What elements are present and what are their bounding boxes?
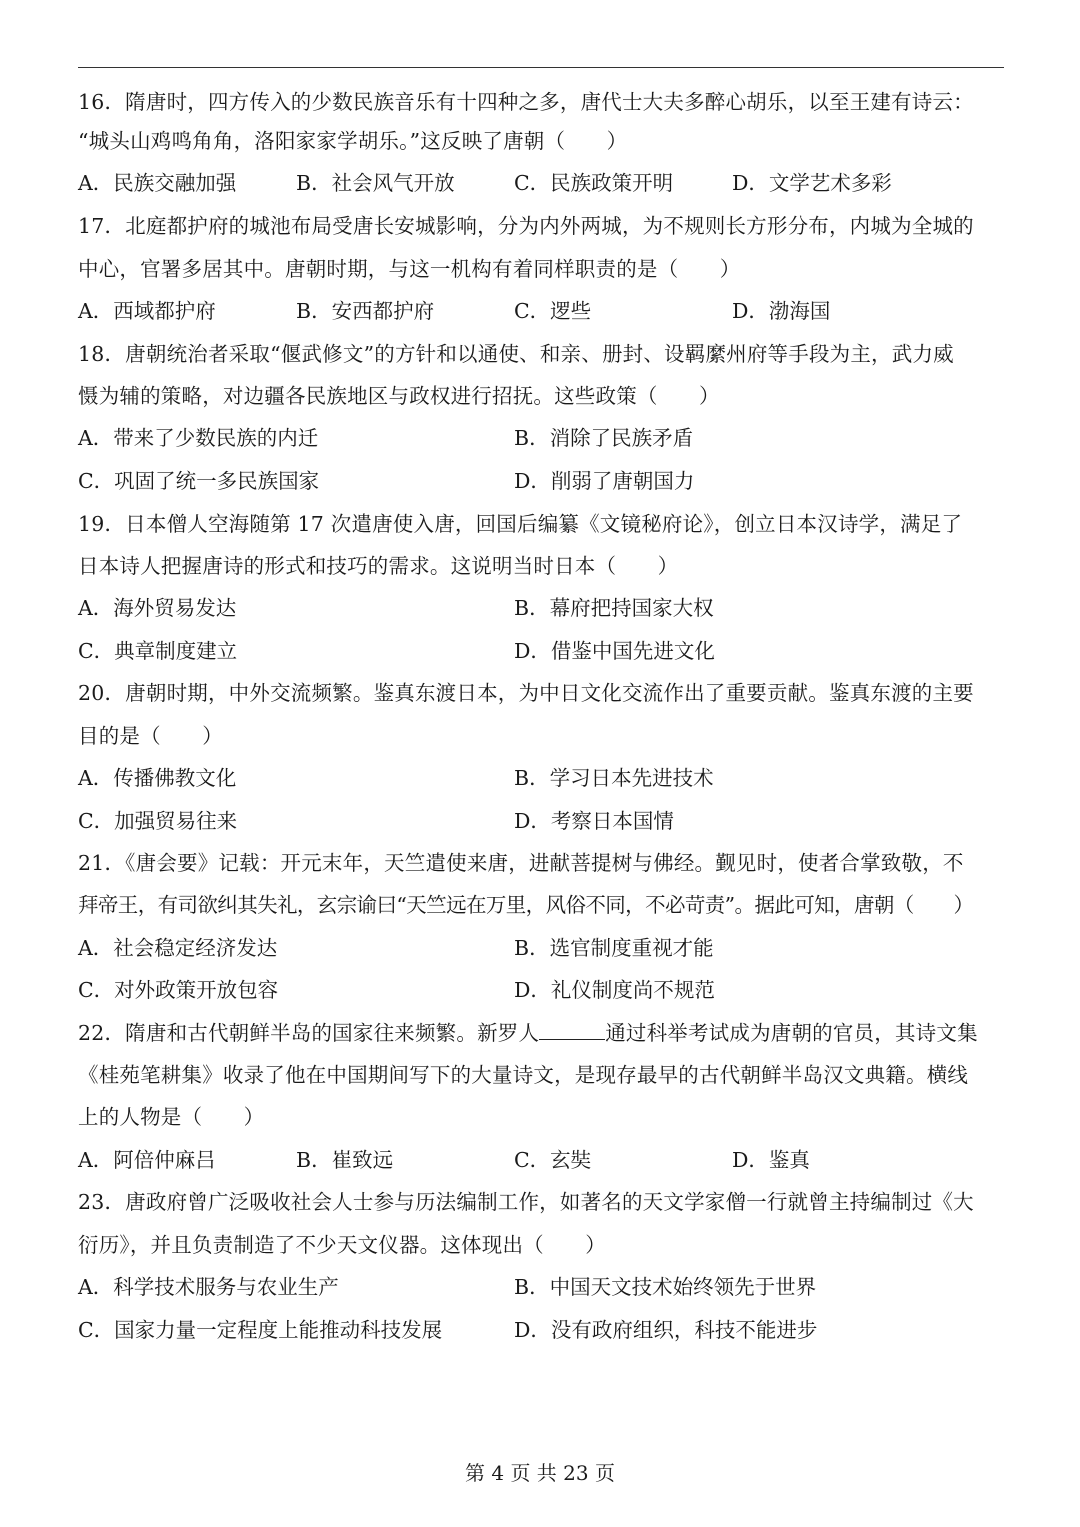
q19-option-d: D．借鉴中国先进文化 [514,639,715,663]
q23-option-d: D．没有政府组织，科技不能进步 [514,1318,818,1342]
q20-option-b: B．学习日本先进技术 [514,766,714,790]
q23-option-b: B．中国天文技术始终领先于世界 [514,1275,817,1299]
q21-option-a: A．社会稳定经济发达 [78,936,278,960]
q17-option-a: A．西域都护府 [78,299,216,323]
q23-option-a: A．科学技术服务与农业生产 [78,1275,339,1299]
q22-option-a: A．阿倍仲麻吕 [78,1148,216,1172]
q18-option-c: C．巩固了统一多民族国家 [78,469,320,493]
q17-stem-line2: 中心，官署多居其中。唐朝时期，与这一机构有着同样职责的是（ ） [78,257,741,281]
q20-option-d: D．考察日本国情 [514,809,674,833]
q22-option-c: C．玄奘 [514,1148,592,1172]
q16-stem-line2: “城头山鸡鸣角角，洛阳家家学胡乐。”这反映了唐朝（ ） [78,129,628,153]
q21-option-c: C．对外政策开放包容 [78,978,279,1002]
q22-stem-line2: 《桂苑笔耕集》收录了他在中国期间写下的大量诗文，是现存最早的古代朝鲜半岛汉文典籍。横线 [78,1063,969,1087]
q16-option-d: D．文学艺术多彩 [732,171,892,195]
q22-answer-blank [539,1019,605,1040]
q22-stem-line1 [78,1018,978,1048]
q23-stem-line2: 衍历》，并且负责制造了不少天文仪器。这体现出（ ） [78,1233,606,1257]
q22-stem-line1-after-blank: 通过科举考试成为唐朝的官员，其诗文集 [605,1021,978,1045]
q21-stem-line1: 21．《唐会要》记载：开元末年，天竺遣使来唐，进献菩提树与佛经。觐见时，使者合掌致敬，不 [78,851,964,875]
q18-option-b: B．消除了民族矛盾 [514,426,694,450]
q17-option-d: D．渤海国 [732,299,831,323]
q20-option-c: C．加强贸易往来 [78,809,238,833]
q22-option-b: B．崔致远 [296,1148,394,1172]
q21-option-d: D．礼仪制度尚不规范 [514,978,715,1002]
q18-stem-line2: 慑为辅的策略，对边疆各民族地区与政权进行招抚。这些政策（ ） [78,384,720,408]
q22-stem-line1-before-blank: 22．隋唐和古代朝鲜半岛的国家往来频繁。新罗人 [78,1021,540,1045]
header-rule [78,67,1004,68]
q16-stem-line1: 16．隋唐时，四方传入的少数民族音乐有十四种之多，唐代士大夫多醉心胡乐，以至王建有诗云： [78,90,974,114]
q18-stem-line1: 18．唐朝统治者采取“偃武修文”的方针和以通使、和亲、册封、设羁縻州府等手段为主，武力威 [78,342,954,366]
q20-stem-line1: 20．唐朝时期，中外交流频繁。鉴真东渡日本，为中日文化交流作出了重要贡献。鉴真东渡的主要 [78,681,974,705]
q18-option-a: A．带来了少数民族的内迁 [78,426,319,450]
q16-option-a: A．民族交融加强 [78,171,237,195]
q16-option-c: C．民族政策开明 [514,171,674,195]
q23-stem-line1: 23．唐政府曾广泛吸收社会人士参与历法编制工作，如著名的天文学家僧一行就曾主持编制过《大 [78,1190,974,1214]
q23-option-c: C．国家力量一定程度上能推动科技发展 [78,1318,443,1342]
q18-option-d: D．削弱了唐朝国力 [514,469,695,493]
q16-option-b: B．社会风气开放 [296,171,455,195]
q19-stem-line1: 19．日本僧人空海随第 17 次遣唐使入唐，回国后编纂《文镜秘府论》，创立日本汉诗学，满足了 [78,512,963,536]
page-number-footer: 第 4 页 共 23 页 [465,1461,615,1485]
q17-option-c: C．逻些 [514,299,592,323]
q22-option-d: D．鉴真 [732,1148,810,1172]
q21-option-b: B．选官制度重视才能 [514,936,714,960]
q17-stem-line1: 17．北庭都护府的城池布局受唐长安城影响，分为内外两城，为不规则长方形分布，内城为全城的 [78,214,974,238]
q19-option-b: B．幕府把持国家大权 [514,596,714,620]
q19-option-a: A．海外贸易发达 [78,596,237,620]
q20-stem-line2: 目的是（ ） [78,724,223,748]
q20-option-a: A．传播佛教文化 [78,766,237,790]
q17-option-b: B．安西都护府 [296,299,435,323]
q19-option-c: C．典章制度建立 [78,639,238,663]
q19-stem-line2: 日本诗人把握唐诗的形式和技巧的需求。这说明当时日本（ ） [78,554,679,578]
q21-stem-line2: 拜帝王，有司欲纠其失礼，玄宗谕曰“天竺远在万里，风俗不同，不必苛责”。据此可知，唐朝（ ） [78,893,974,917]
q22-stem-line3: 上的人物是（ ） [78,1105,265,1129]
